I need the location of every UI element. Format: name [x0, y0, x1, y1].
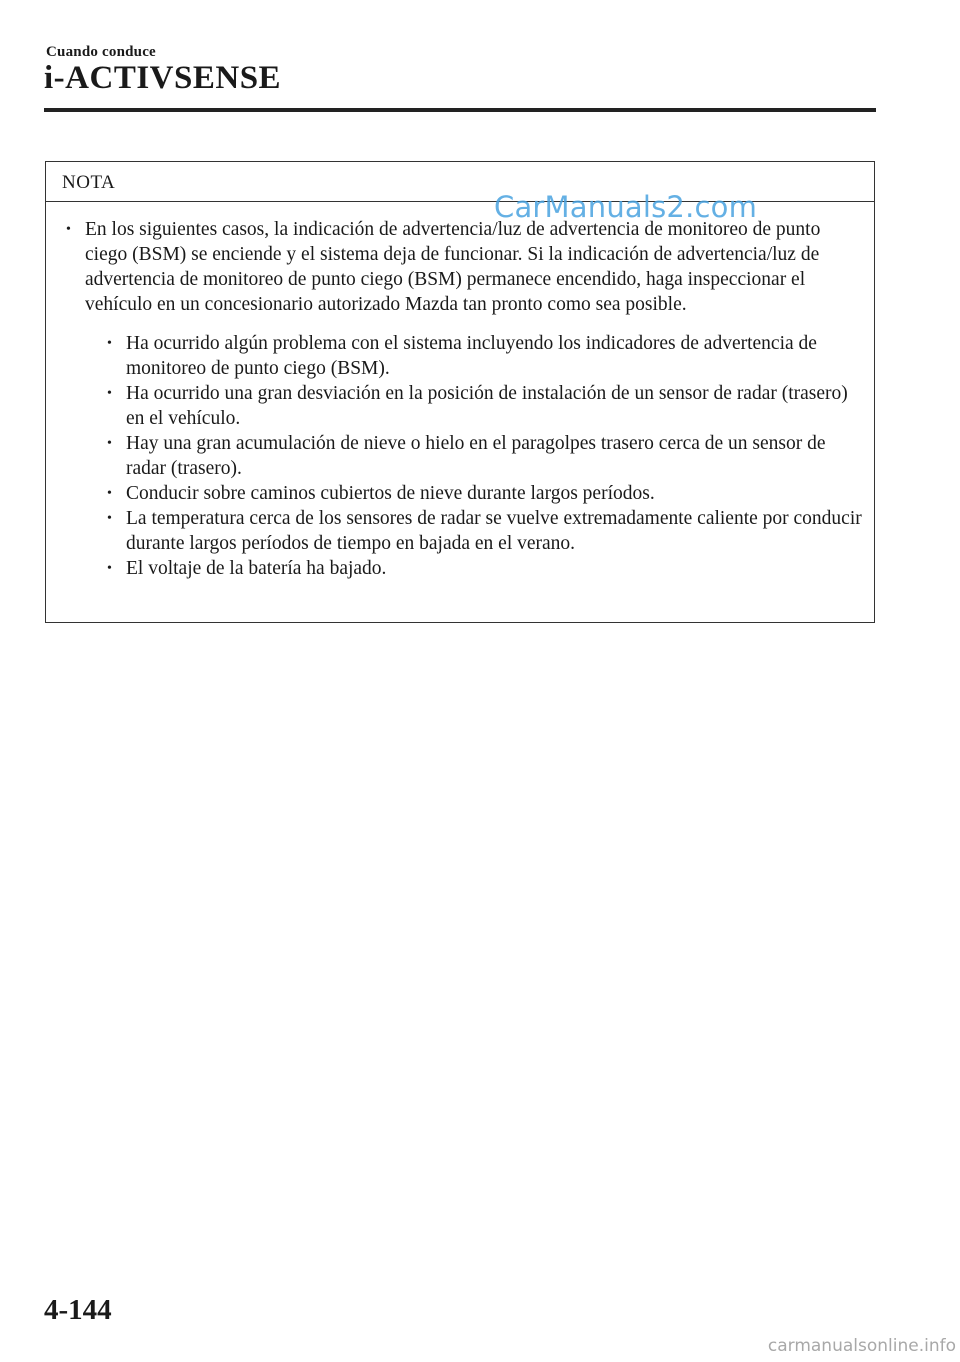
condition-text: Conducir sobre caminos cubiertos de nieve durante largos períodos.: [126, 483, 655, 504]
section-label: Cuando conduce: [46, 44, 156, 60]
condition-text: El voltaje de la batería ha bajado.: [126, 558, 387, 579]
list-item: [105, 431, 866, 481]
list-item: [105, 506, 866, 556]
bullet-icon: •: [66, 222, 71, 237]
list-item: [105, 556, 866, 581]
list-item: [105, 381, 866, 431]
bullet-icon: •: [107, 511, 112, 526]
note-list: [46, 217, 866, 581]
footer-watermark[interactable]: carmanualsonline.info: [767, 1336, 956, 1356]
condition-text: Ha ocurrido algún problema con el sistema incluyendo los indicadores de advertencia de monitoreo de punto ciego (BSM).: [126, 333, 817, 379]
condition-text: Hay una gran acumulación de nieve o hielo en el paragolpes trasero cerca de un sensor de radar (trasero).: [126, 433, 826, 479]
list-item: [64, 217, 866, 581]
bullet-icon: •: [107, 386, 112, 401]
header-divider: [44, 108, 876, 112]
bullet-icon: •: [107, 561, 112, 576]
page-number: 4-144: [44, 1294, 112, 1326]
bullet-icon: •: [107, 336, 112, 351]
watermark[interactable]: CarManuals2.com: [494, 190, 758, 224]
list-item: [105, 331, 866, 381]
note-intro-text: En los siguientes casos, la indicación de advertencia/luz de advertencia de monitoreo de punto ciego (BSM) se enciende y el sistema deja de funcionar. Si la indicación de advertencia/luz de advertencia de monitoreo de punto ciego (BSM) permanece encendido, haga inspeccionar el vehículo en un concesionario autorizado Mazda tan pronto como sea posible.: [85, 219, 821, 315]
condition-text: La temperatura cerca de los sensores de radar se vuelve extremadamente caliente por conducir durante largos períodos de tiempo en bajada en el verano.: [126, 508, 862, 554]
bullet-icon: •: [107, 486, 112, 501]
condition-text: Ha ocurrido una gran desviación en la posición de instalación de un sensor de radar (trasero) en el vehículo.: [126, 383, 848, 429]
bullet-icon: •: [107, 436, 112, 451]
condition-list: [85, 331, 866, 581]
note-box: [45, 161, 875, 623]
note-body: [46, 202, 874, 581]
page-title: i-ACTIVSENSE: [44, 60, 282, 96]
note-heading: NOTA: [46, 162, 874, 202]
list-item: [105, 481, 866, 506]
